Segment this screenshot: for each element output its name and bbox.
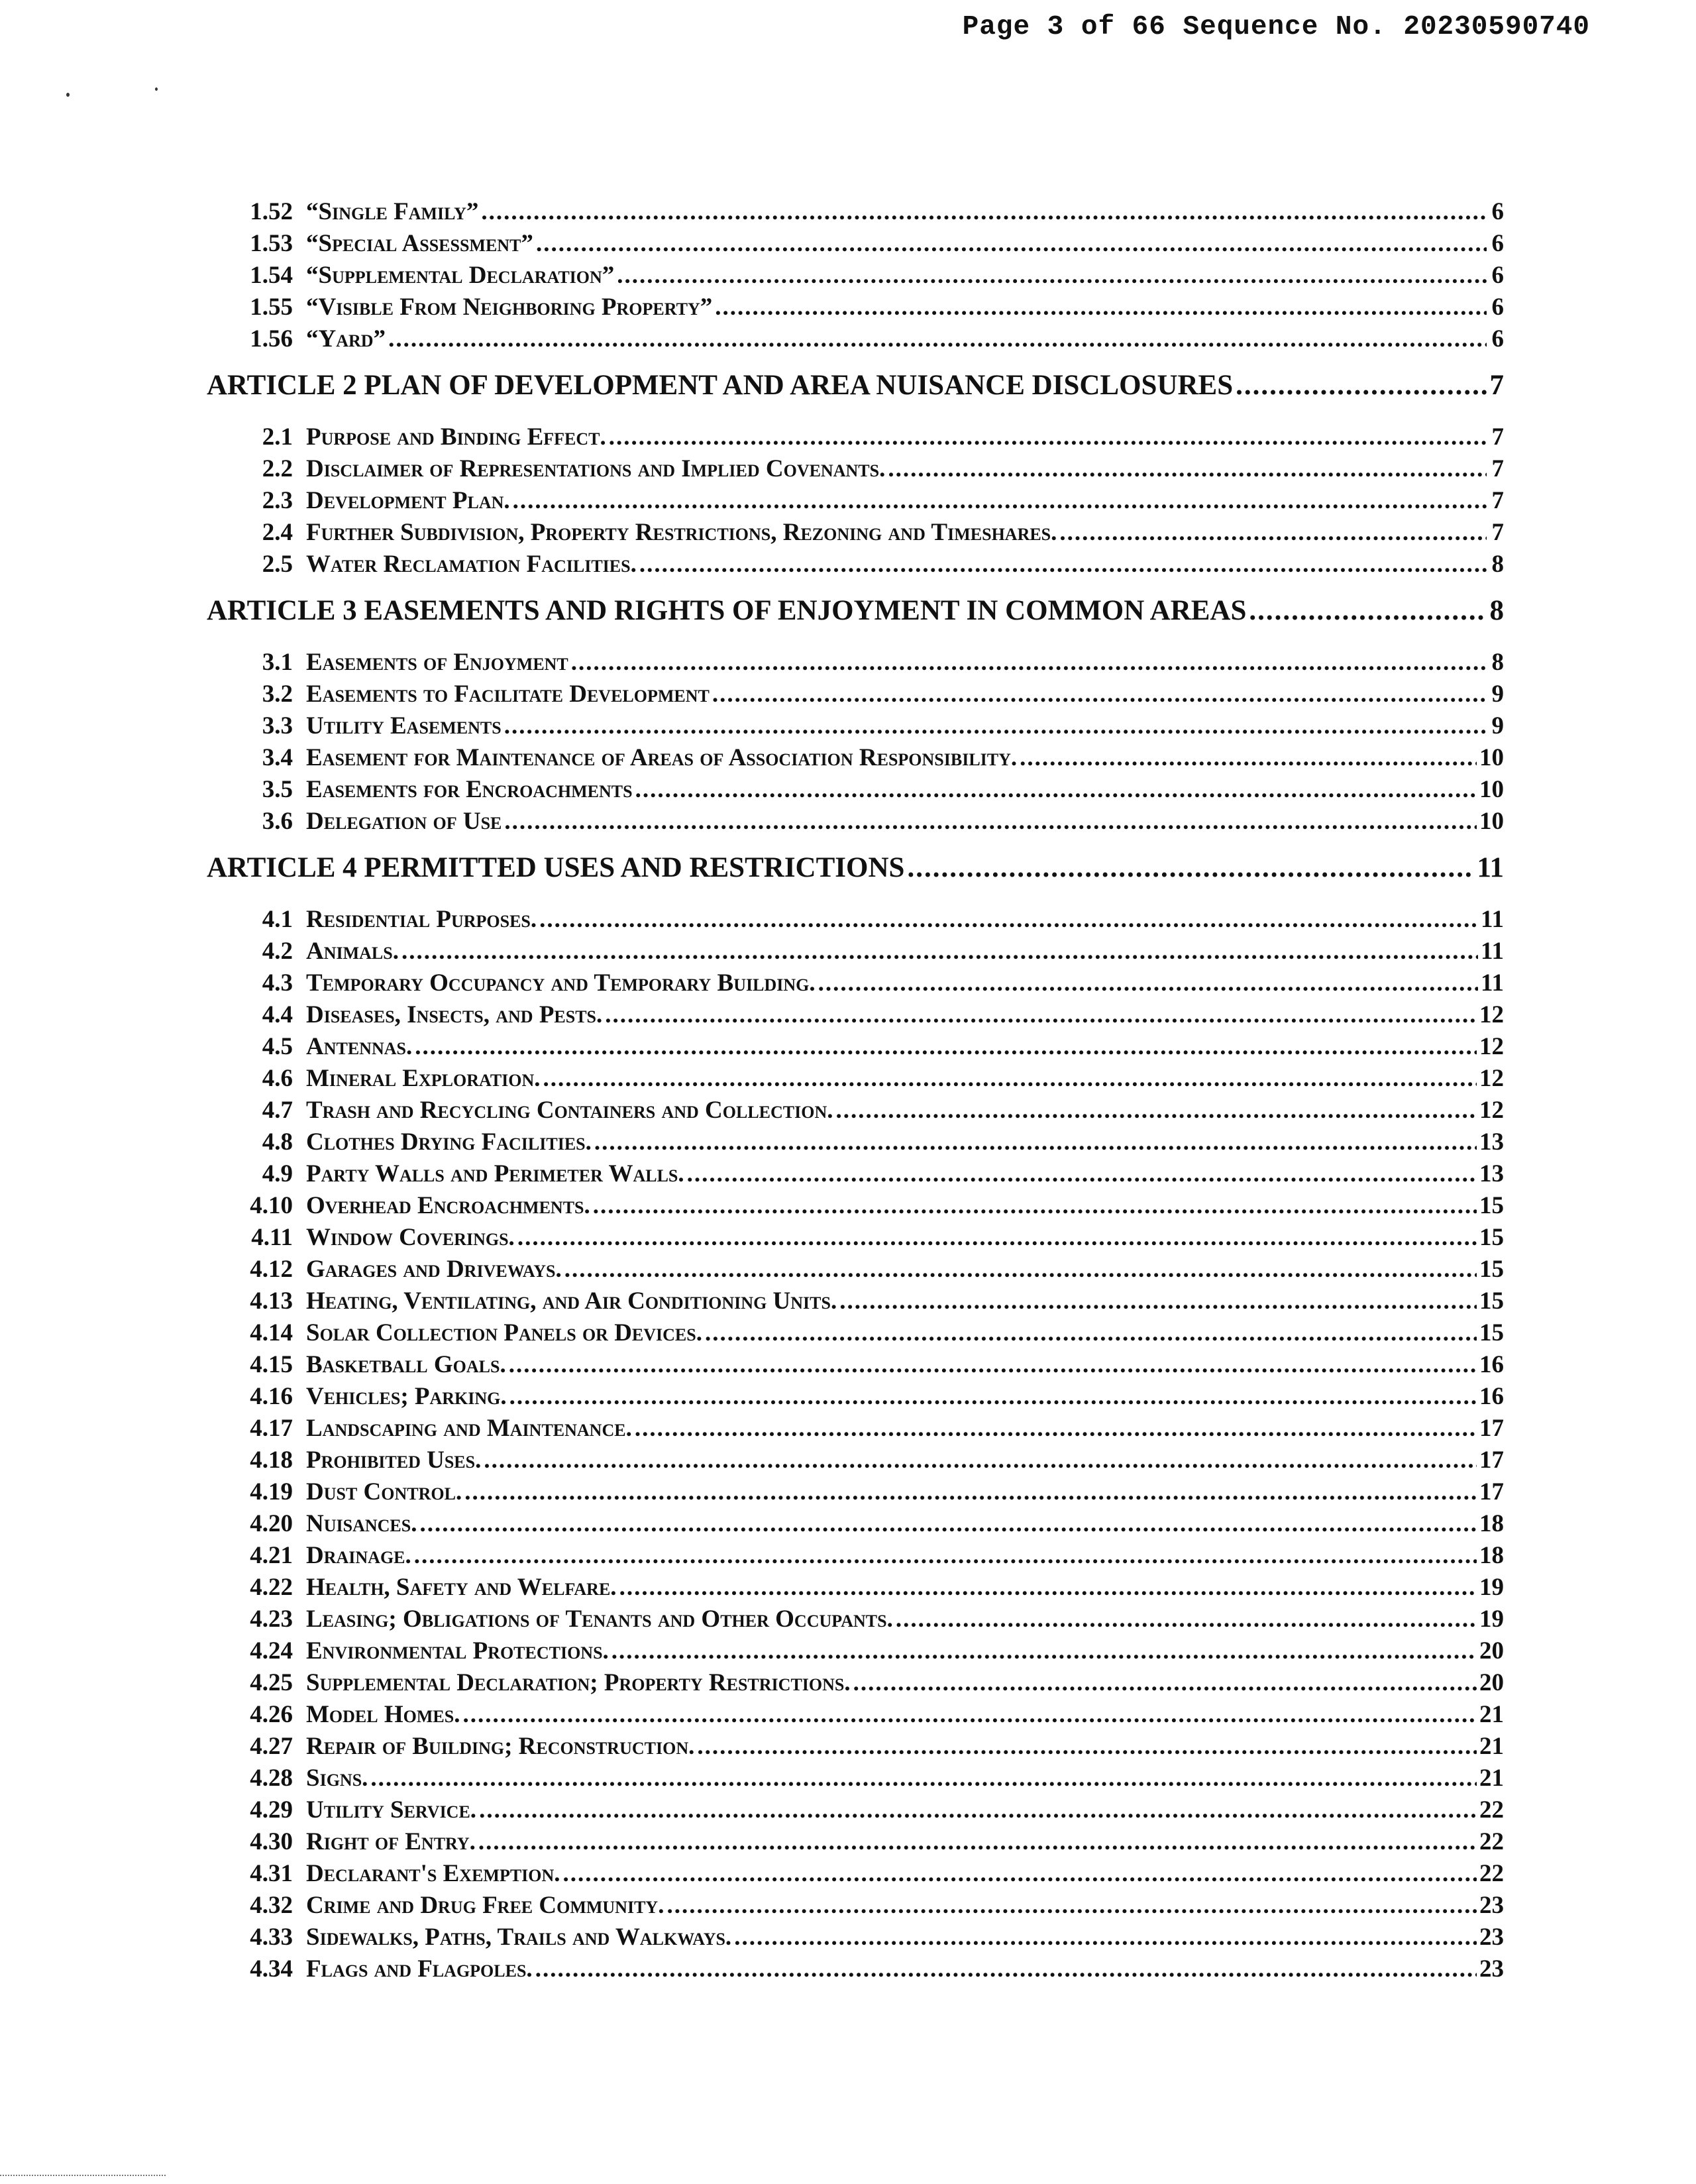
toc-section-title: Disclaimer of Representations and Implied Covenants. bbox=[306, 455, 886, 482]
toc-section-title: Residential Purposes. bbox=[306, 906, 537, 933]
toc-article-heading[interactable] bbox=[207, 590, 1504, 632]
toc-entry[interactable] bbox=[207, 1890, 1504, 1922]
toc-leader-dots bbox=[388, 323, 1487, 355]
toc-section-number: 4.20 bbox=[250, 1510, 293, 1537]
toc-section-title: ARTICLE 2 PLAN OF DEVELOPMENT AND AREA NUISANCE DISCLOSURES bbox=[207, 370, 1234, 401]
toc-section-title: Clothes Drying Facilities. bbox=[306, 1128, 592, 1156]
toc-section-number: 4.7 bbox=[262, 1097, 293, 1124]
toc-section-title: Utility Easements bbox=[306, 712, 502, 739]
toc-entry[interactable] bbox=[207, 1667, 1504, 1699]
toc-leader-dots bbox=[907, 847, 1474, 889]
toc-entry[interactable] bbox=[207, 1190, 1504, 1222]
toc-page-number: 16 bbox=[1479, 1351, 1504, 1378]
toc-entry[interactable] bbox=[207, 1635, 1504, 1667]
toc-entry[interactable] bbox=[207, 647, 1504, 679]
toc-entry[interactable] bbox=[207, 1349, 1504, 1381]
toc-section-number: 4.21 bbox=[250, 1542, 293, 1569]
table-of-contents bbox=[207, 196, 1504, 1985]
toc-page-number: 11 bbox=[1481, 938, 1504, 965]
toc-entry[interactable] bbox=[207, 485, 1504, 517]
toc-section-title: Party Walls and Perimeter Walls. bbox=[306, 1160, 684, 1187]
toc-section-number: 4.27 bbox=[250, 1733, 293, 1760]
toc-page-number: 19 bbox=[1479, 1574, 1504, 1601]
toc-entry[interactable] bbox=[207, 1540, 1504, 1572]
toc-leader-dots bbox=[509, 1349, 1477, 1381]
toc-leader-dots bbox=[639, 549, 1487, 580]
toc-leader-dots bbox=[1020, 742, 1477, 774]
toc-leader-dots bbox=[464, 1476, 1477, 1508]
toc-entry[interactable] bbox=[207, 679, 1504, 710]
toc-section-title: “Yard” bbox=[306, 325, 386, 353]
toc-section-title: ARTICLE 4 PERMITTED USES AND RESTRICTIONS bbox=[207, 852, 905, 883]
toc-leader-dots bbox=[539, 904, 1478, 936]
toc-entry[interactable] bbox=[207, 1953, 1504, 1985]
toc-section-number: 2.2 bbox=[262, 455, 293, 482]
toc-entry[interactable] bbox=[207, 292, 1504, 323]
toc-leader-dots bbox=[414, 1540, 1477, 1572]
toc-section-number: 1.53 bbox=[250, 230, 293, 257]
toc-section-title: ARTICLE 3 EASEMENTS AND RIGHTS OF ENJOYMENT IN COMMON AREAS bbox=[207, 595, 1247, 626]
toc-page-number: 9 bbox=[1491, 712, 1504, 739]
toc-section-title: “Supplemental Declaration” bbox=[306, 262, 615, 289]
toc-page-number: 17 bbox=[1479, 1478, 1504, 1505]
toc-section-number: 1.54 bbox=[250, 262, 293, 289]
toc-entry[interactable] bbox=[207, 1826, 1504, 1858]
toc-page-number: 18 bbox=[1479, 1542, 1504, 1569]
toc-section-number: 4.24 bbox=[250, 1637, 293, 1665]
toc-leader-dots bbox=[513, 485, 1487, 517]
toc-page-number: 6 bbox=[1491, 230, 1504, 257]
toc-section-title: Easement for Maintenance of Areas of Association Responsibility. bbox=[306, 744, 1018, 771]
toc-entry[interactable] bbox=[207, 1858, 1504, 1890]
toc-entry[interactable] bbox=[207, 1222, 1504, 1254]
toc-leader-dots bbox=[484, 1445, 1477, 1476]
toc-section-number: 4.34 bbox=[250, 1955, 293, 1983]
toc-section-title: Declarant's Exemption. bbox=[306, 1860, 560, 1887]
toc-section-title: “Special Assessment” bbox=[306, 230, 533, 257]
toc-entry[interactable] bbox=[207, 1031, 1504, 1063]
toc-leader-dots bbox=[611, 1635, 1477, 1667]
toc-leader-dots bbox=[896, 1604, 1477, 1635]
scan-speck bbox=[66, 93, 70, 97]
toc-section-number: 4.18 bbox=[250, 1447, 293, 1474]
toc-section-number: 4.5 bbox=[262, 1033, 293, 1060]
toc-entry[interactable] bbox=[207, 710, 1504, 742]
toc-page-number: 22 bbox=[1479, 1796, 1504, 1824]
toc-article-heading[interactable] bbox=[207, 847, 1504, 889]
toc-section-title: Further Subdivision, Property Restrictions, Rezoning and Timeshares. bbox=[306, 519, 1057, 546]
toc-section-number: 4.14 bbox=[250, 1319, 293, 1346]
toc-entry[interactable] bbox=[207, 1285, 1504, 1317]
toc-page-number: 9 bbox=[1491, 681, 1504, 708]
toc-leader-dots bbox=[481, 196, 1487, 228]
toc-page-number: 23 bbox=[1479, 1924, 1504, 1951]
toc-section-number: 1.52 bbox=[250, 198, 293, 225]
toc-entry[interactable] bbox=[207, 1476, 1504, 1508]
toc-section-title: Flags and Flagpoles. bbox=[306, 1955, 533, 1983]
toc-section-title: Dust Control. bbox=[306, 1478, 462, 1505]
toc-entry[interactable] bbox=[207, 1731, 1504, 1763]
toc-section-number: 2.3 bbox=[262, 487, 293, 514]
toc-section-title: Prohibited Uses. bbox=[306, 1447, 482, 1474]
toc-entry[interactable] bbox=[207, 421, 1504, 453]
toc-entry[interactable] bbox=[207, 774, 1504, 806]
toc-section-title: Temporary Occupancy and Temporary Building. bbox=[306, 969, 816, 997]
toc-entry[interactable] bbox=[207, 1317, 1504, 1349]
toc-page-number: 20 bbox=[1479, 1669, 1504, 1696]
toc-section-number: 4.13 bbox=[250, 1287, 293, 1315]
toc-section-title: Supplemental Declaration; Property Restrictions. bbox=[306, 1669, 851, 1696]
toc-entry[interactable] bbox=[207, 323, 1504, 355]
toc-leader-dots bbox=[619, 1572, 1477, 1604]
toc-entry[interactable] bbox=[207, 1381, 1504, 1413]
toc-section-title: Development Plan. bbox=[306, 487, 510, 514]
toc-section-title: Diseases, Insects, and Pests. bbox=[306, 1001, 603, 1028]
toc-page-number: 20 bbox=[1479, 1637, 1504, 1665]
toc-page-number: 13 bbox=[1479, 1128, 1504, 1156]
toc-leader-dots bbox=[818, 967, 1478, 999]
toc-entry[interactable] bbox=[207, 904, 1504, 936]
toc-section-number: 2.4 bbox=[262, 519, 293, 546]
toc-section-number: 4.32 bbox=[250, 1892, 293, 1919]
toc-section-title: Trash and Recycling Containers and Collection. bbox=[306, 1097, 833, 1124]
toc-entry[interactable] bbox=[207, 967, 1504, 999]
toc-leader-dots bbox=[593, 1190, 1477, 1222]
toc-section-number: 3.6 bbox=[262, 808, 293, 835]
page-header: Page 3 of 66 Sequence No. 20230590740 bbox=[962, 12, 1590, 42]
toc-section-number: 4.2 bbox=[262, 938, 293, 965]
toc-leader-dots bbox=[853, 1667, 1477, 1699]
toc-section-title: Sidewalks, Paths, Trails and Walkways. bbox=[306, 1924, 732, 1951]
toc-section-number: 4.25 bbox=[250, 1669, 293, 1696]
toc-entry[interactable] bbox=[207, 549, 1504, 580]
toc-entry[interactable] bbox=[207, 806, 1504, 838]
toc-entry[interactable] bbox=[207, 1604, 1504, 1635]
toc-page-number: 16 bbox=[1479, 1383, 1504, 1410]
toc-page-number: 7 bbox=[1491, 487, 1504, 514]
scan-speck bbox=[155, 87, 158, 91]
toc-section-title: Health, Safety and Welfare. bbox=[306, 1574, 617, 1601]
toc-section-title: Easements to Facilitate Development bbox=[306, 681, 710, 708]
toc-entry[interactable] bbox=[207, 1763, 1504, 1794]
toc-leader-dots bbox=[715, 292, 1487, 323]
toc-entry[interactable] bbox=[207, 1572, 1504, 1604]
toc-section-number: 1.55 bbox=[250, 294, 293, 321]
toc-leader-dots bbox=[401, 936, 1478, 967]
toc-page-number: 7 bbox=[1491, 455, 1504, 482]
toc-section-number: 4.28 bbox=[250, 1765, 293, 1792]
toc-section-title: Delegation of Use bbox=[306, 808, 502, 835]
toc-page-number: 10 bbox=[1479, 776, 1504, 803]
toc-section-number: 4.19 bbox=[250, 1478, 293, 1505]
toc-section-number: 4.17 bbox=[250, 1415, 293, 1442]
toc-page-number: 23 bbox=[1479, 1892, 1504, 1919]
toc-section-number: 4.23 bbox=[250, 1606, 293, 1633]
toc-section-title: Nuisances. bbox=[306, 1510, 417, 1537]
toc-page-number: 11 bbox=[1481, 969, 1504, 997]
toc-entry[interactable] bbox=[207, 1126, 1504, 1158]
toc-section-number: 4.9 bbox=[262, 1160, 293, 1187]
toc-page-number: 21 bbox=[1479, 1765, 1504, 1792]
toc-entry[interactable] bbox=[207, 196, 1504, 228]
toc-section-title: Landscaping and Maintenance. bbox=[306, 1415, 632, 1442]
toc-page-number: 18 bbox=[1479, 1510, 1504, 1537]
toc-page-number: 10 bbox=[1479, 744, 1504, 771]
toc-section-number: 3.4 bbox=[262, 744, 293, 771]
toc-leader-dots bbox=[605, 999, 1477, 1031]
toc-entry[interactable] bbox=[207, 1063, 1504, 1095]
toc-leader-dots bbox=[687, 1158, 1477, 1190]
toc-leader-dots bbox=[617, 260, 1487, 292]
toc-page-number: 15 bbox=[1479, 1256, 1504, 1283]
toc-leader-dots bbox=[462, 1699, 1477, 1731]
toc-page-number: 17 bbox=[1479, 1415, 1504, 1442]
toc-entry[interactable] bbox=[207, 742, 1504, 774]
toc-page-number: 6 bbox=[1491, 262, 1504, 289]
toc-section-title: Mineral Exploration. bbox=[306, 1065, 541, 1092]
toc-section-number: 1.56 bbox=[250, 325, 293, 353]
toc-section-number: 3.3 bbox=[262, 712, 293, 739]
toc-page-number: 7 bbox=[1491, 423, 1504, 451]
toc-section-number: 4.29 bbox=[250, 1796, 293, 1824]
toc-section-number: 4.22 bbox=[250, 1574, 293, 1601]
toc-leader-dots bbox=[1236, 364, 1487, 407]
toc-section-title: Utility Service. bbox=[306, 1796, 477, 1824]
toc-page-number: 22 bbox=[1479, 1860, 1504, 1887]
toc-leader-dots bbox=[609, 421, 1487, 453]
toc-section-title: Antennas. bbox=[306, 1033, 413, 1060]
toc-page-number: 8 bbox=[1491, 649, 1504, 676]
toc-section-title: Leasing; Obligations of Tenants and Other Occupants. bbox=[306, 1606, 893, 1633]
toc-leader-dots bbox=[504, 806, 1477, 838]
toc-section-title: Garages and Driveways. bbox=[306, 1256, 562, 1283]
toc-page-number: 11 bbox=[1481, 906, 1504, 933]
toc-section-title: Crime and Drug Free Community. bbox=[306, 1892, 664, 1919]
toc-leader-dots bbox=[564, 1254, 1477, 1285]
toc-section-title: Drainage. bbox=[306, 1542, 411, 1569]
toc-page-number: 12 bbox=[1479, 1033, 1504, 1060]
toc-section-title: Model Homes. bbox=[306, 1701, 460, 1728]
toc-section-number: 4.30 bbox=[250, 1828, 293, 1855]
toc-section-title: Easements of Enjoyment bbox=[306, 649, 568, 676]
toc-leader-dots bbox=[666, 1890, 1477, 1922]
toc-page-number: 21 bbox=[1479, 1701, 1504, 1728]
toc-section-number: 4.31 bbox=[250, 1860, 293, 1887]
toc-page-number: 8 bbox=[1491, 551, 1504, 578]
toc-section-number: 4.4 bbox=[262, 1001, 293, 1028]
toc-leader-dots bbox=[734, 1922, 1477, 1953]
toc-page-number: 13 bbox=[1479, 1160, 1504, 1187]
toc-section-title: Water Reclamation Facilities. bbox=[306, 551, 637, 578]
toc-section-number: 4.3 bbox=[262, 969, 293, 997]
toc-entry[interactable] bbox=[207, 1794, 1504, 1826]
toc-entry[interactable] bbox=[207, 1254, 1504, 1285]
toc-leader-dots bbox=[839, 1285, 1477, 1317]
toc-section-title: Vehicles; Parking. bbox=[306, 1383, 507, 1410]
toc-section-title: Overhead Encroachments. bbox=[306, 1192, 590, 1219]
toc-leader-dots bbox=[888, 453, 1487, 485]
toc-section-title: Purpose and Binding Effect. bbox=[306, 423, 606, 451]
toc-leader-dots bbox=[370, 1763, 1477, 1794]
toc-page-number: 7 bbox=[1491, 519, 1504, 546]
toc-leader-dots bbox=[563, 1858, 1477, 1890]
toc-leader-dots bbox=[543, 1063, 1477, 1095]
toc-section-number: 4.6 bbox=[262, 1065, 293, 1092]
toc-leader-dots bbox=[705, 1317, 1477, 1349]
toc-section-title: Animals. bbox=[306, 938, 399, 965]
toc-leader-dots bbox=[517, 1222, 1477, 1254]
toc-page-number: 15 bbox=[1479, 1192, 1504, 1219]
toc-leader-dots bbox=[697, 1731, 1477, 1763]
toc-entry[interactable] bbox=[207, 1508, 1504, 1540]
toc-entry[interactable] bbox=[207, 1445, 1504, 1476]
toc-page-number: 15 bbox=[1479, 1287, 1504, 1315]
toc-entry[interactable] bbox=[207, 453, 1504, 485]
toc-leader-dots bbox=[535, 1953, 1477, 1985]
toc-section-number: 4.33 bbox=[250, 1924, 293, 1951]
toc-section-title: Right of Entry. bbox=[306, 1828, 476, 1855]
toc-section-number: 3.2 bbox=[262, 681, 293, 708]
toc-section-number: 3.1 bbox=[262, 649, 293, 676]
toc-entry[interactable] bbox=[207, 1095, 1504, 1126]
toc-leader-dots bbox=[635, 774, 1477, 806]
toc-section-title: “Single Family” bbox=[306, 198, 479, 225]
toc-page-number: 10 bbox=[1479, 808, 1504, 835]
toc-section-title: Solar Collection Panels or Devices. bbox=[306, 1319, 702, 1346]
toc-page-number: 12 bbox=[1479, 1065, 1504, 1092]
footer-rule bbox=[0, 2175, 166, 2176]
toc-section-title: Environmental Protections. bbox=[306, 1637, 609, 1665]
toc-section-number: 3.5 bbox=[262, 776, 293, 803]
toc-leader-dots bbox=[594, 1126, 1477, 1158]
toc-page-number: 6 bbox=[1491, 198, 1504, 225]
toc-leader-dots bbox=[419, 1508, 1477, 1540]
toc-section-number: 4.8 bbox=[262, 1128, 293, 1156]
toc-leader-dots bbox=[836, 1095, 1477, 1126]
toc-section-number: 4.11 bbox=[251, 1224, 293, 1251]
toc-leader-dots bbox=[1059, 517, 1487, 549]
toc-section-title: Heating, Ventilating, and Air Conditioning Units. bbox=[306, 1287, 837, 1315]
toc-section-title: Easements for Encroachments bbox=[306, 776, 633, 803]
toc-entry[interactable] bbox=[207, 936, 1504, 967]
toc-entry[interactable] bbox=[207, 1699, 1504, 1731]
toc-leader-dots bbox=[509, 1381, 1477, 1413]
toc-leader-dots bbox=[635, 1413, 1477, 1445]
toc-entry[interactable] bbox=[207, 228, 1504, 260]
toc-entry[interactable] bbox=[207, 260, 1504, 292]
toc-entry[interactable] bbox=[207, 999, 1504, 1031]
toc-leader-dots bbox=[712, 679, 1487, 710]
toc-leader-dots bbox=[1249, 590, 1487, 632]
toc-page-number: 22 bbox=[1479, 1828, 1504, 1855]
toc-page-number: 23 bbox=[1479, 1955, 1504, 1983]
toc-page-number: 17 bbox=[1479, 1447, 1504, 1474]
toc-section-number: 2.5 bbox=[262, 551, 293, 578]
toc-page-number: 21 bbox=[1479, 1733, 1504, 1760]
toc-section-number: 4.10 bbox=[250, 1192, 293, 1219]
toc-leader-dots bbox=[504, 710, 1487, 742]
toc-section-number: 4.26 bbox=[250, 1701, 293, 1728]
toc-page-number: 6 bbox=[1491, 325, 1504, 353]
toc-leader-dots bbox=[571, 647, 1487, 679]
toc-entry[interactable] bbox=[207, 1158, 1504, 1190]
toc-leader-dots bbox=[536, 228, 1487, 260]
toc-page-number: 6 bbox=[1491, 294, 1504, 321]
toc-section-title: Signs. bbox=[306, 1765, 368, 1792]
toc-section-number: 4.12 bbox=[250, 1256, 293, 1283]
toc-page-number: 7 bbox=[1489, 370, 1504, 401]
toc-section-title: Basketball Goals. bbox=[306, 1351, 506, 1378]
toc-entry[interactable] bbox=[207, 1922, 1504, 1953]
toc-leader-dots bbox=[479, 1794, 1477, 1826]
toc-leader-dots bbox=[415, 1031, 1477, 1063]
toc-leader-dots bbox=[478, 1826, 1477, 1858]
toc-entry[interactable] bbox=[207, 517, 1504, 549]
toc-section-number: 2.1 bbox=[262, 423, 293, 451]
toc-page-number: 15 bbox=[1479, 1319, 1504, 1346]
toc-page-number: 11 bbox=[1477, 852, 1504, 883]
toc-section-title: “Visible From Neighboring Property” bbox=[306, 294, 713, 321]
toc-section-title: Repair of Building; Reconstruction. bbox=[306, 1733, 695, 1760]
toc-entry[interactable] bbox=[207, 1413, 1504, 1445]
toc-section-number: 4.1 bbox=[262, 906, 293, 933]
toc-page-number: 19 bbox=[1479, 1606, 1504, 1633]
toc-page-number: 15 bbox=[1479, 1224, 1504, 1251]
toc-page-number: 8 bbox=[1489, 595, 1504, 626]
toc-section-number: 4.15 bbox=[250, 1351, 293, 1378]
toc-section-number: 4.16 bbox=[250, 1383, 293, 1410]
toc-page-number: 12 bbox=[1479, 1001, 1504, 1028]
toc-article-heading[interactable] bbox=[207, 364, 1504, 407]
toc-page-number: 12 bbox=[1479, 1097, 1504, 1124]
toc-section-title: Window Coverings. bbox=[306, 1224, 515, 1251]
